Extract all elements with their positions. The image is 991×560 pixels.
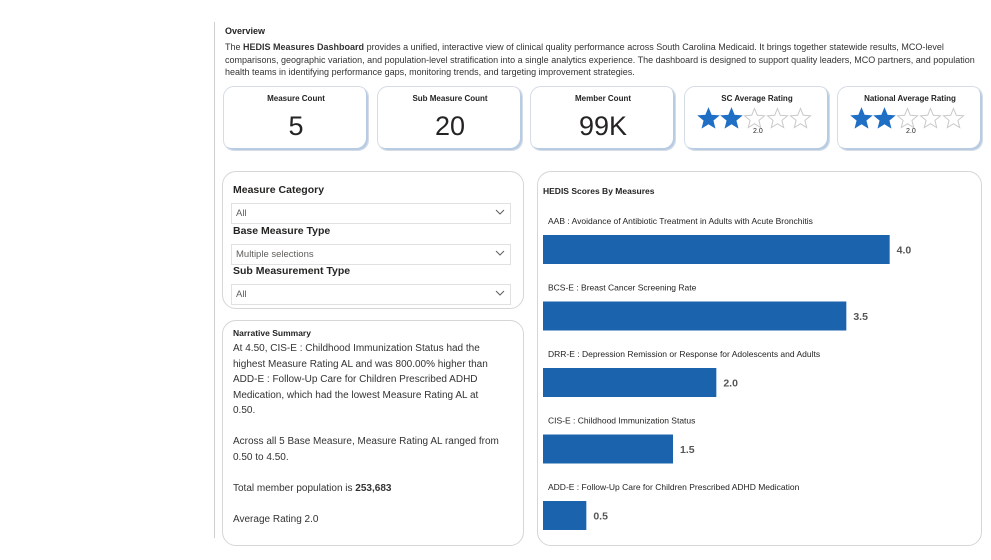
kpi-value: 20 [434, 111, 466, 141]
filter-label-measure-category: Measure Category [233, 184, 325, 196]
overview-section [225, 26, 985, 79]
category-label: ADD-E : Follow-Up Care for Children Prescribed ADHD Medication [548, 482, 800, 492]
filter-label-sub-measurement-type: Sub Measurement Type [233, 265, 351, 277]
kpi-label: Measure Count [267, 94, 325, 103]
filter-label-base-measure-type: Base Measure Type [233, 225, 331, 237]
rating-value: 2.0 [753, 128, 763, 135]
overview-heading: Overview [225, 26, 266, 36]
data-label: 2.0 [723, 377, 738, 390]
star-filled-icon [873, 107, 896, 130]
kpi-label: SC Average Rating [721, 94, 793, 103]
data-label: 4.0 [896, 244, 912, 257]
narrative-paragraph: At 4.50, CIS-E : Childhood Immunization Status had the highest Measure Rating AL and was 800.00% higher than ADD-E : Follow-Up Care for Children Prescribed ADHD Medication, which had the lowest Measure Rating AL at 0.50. [233, 343, 488, 416]
narrative-paragraph: Average Rating 2.0 [233, 513, 319, 525]
divider-line [214, 22, 215, 538]
category-label: CIS-E : Childhood Immunization Status [548, 415, 696, 426]
hedis-bar-chart [538, 172, 981, 545]
category-label: DRR-E : Depression Remission or Response for Adolescents and Adults [548, 349, 821, 359]
narrative-panel [222, 320, 524, 546]
kpi-sub-measure-count[interactable] [377, 86, 523, 151]
sub-measurement-type-dropdown[interactable] [231, 284, 511, 305]
kpi-measure-count[interactable] [223, 86, 369, 151]
star-empty-icon [743, 107, 766, 130]
overview-text: The HEDIS Measures Dashboard provides a unified, interactive view of clinical quality performance across South Carolina Medicaid. It brings together statewide results, MCO-level comparisons, geographic variation, and population-level stratification into a single analytics experience. The dashboard is designed to support quality leaders, MCO partners, and population health teams in identifying performance gaps, monitoring trends, and targeting improvement strategies. [225, 42, 975, 78]
chart-title: HEDIS Scores By Measures [543, 186, 655, 196]
kpi-sc-average-rating[interactable] [684, 86, 830, 151]
dropdown-value: All [236, 289, 247, 300]
star-empty-icon [919, 107, 942, 130]
narrative-paragraph: Total member population is 253,683 [233, 482, 392, 494]
star-filled-icon [720, 107, 743, 130]
data-label: 3.5 [853, 311, 868, 323]
measure-category-dropdown[interactable] [231, 203, 511, 224]
narrative-paragraph: Across all 5 Base Measure, Measure Rating AL ranged from 0.50 to 4.50. [233, 436, 499, 463]
category-label: BCS-E : Breast Cancer Screening Rate [548, 282, 697, 293]
star-filled-icon [850, 107, 873, 130]
bar[interactable] [543, 501, 586, 530]
chevron-down-icon [495, 249, 505, 257]
data-label: 1.5 [680, 444, 695, 456]
kpi-label: National Average Rating [864, 94, 956, 103]
narrative-body [233, 341, 503, 543]
star-empty-icon [942, 107, 965, 130]
dropdown-value: Multiple selections [236, 249, 314, 260]
star-rating [697, 107, 812, 130]
bar[interactable] [543, 302, 846, 331]
star-empty-icon [789, 107, 812, 130]
bar[interactable] [543, 235, 890, 264]
kpi-national-average-rating[interactable] [837, 86, 983, 151]
bar[interactable] [543, 368, 716, 397]
chevron-down-icon [495, 289, 505, 297]
category-label: AAB : Avoidance of Antibiotic Treatment in Adults with Acute Bronchitis [548, 216, 813, 226]
chevron-down-icon [495, 208, 505, 216]
dropdown-value: All [236, 208, 247, 219]
kpi-value: 5 [288, 111, 304, 141]
star-empty-icon [896, 107, 919, 130]
kpi-label: Member Count [575, 94, 631, 103]
filters-panel [222, 171, 524, 309]
base-measure-type-dropdown[interactable] [231, 244, 511, 265]
kpi-label: Sub Measure Count [412, 94, 488, 103]
kpi-member-count[interactable] [530, 86, 676, 151]
data-label: 0.5 [593, 510, 608, 523]
bar[interactable] [543, 435, 673, 464]
chart-panel [537, 171, 982, 546]
star-rating [850, 107, 965, 130]
star-filled-icon [697, 107, 720, 130]
kpi-value: 99K [578, 111, 628, 141]
narrative-title: Narrative Summary [233, 328, 311, 338]
star-empty-icon [766, 107, 789, 130]
rating-value: 2.0 [906, 128, 916, 135]
